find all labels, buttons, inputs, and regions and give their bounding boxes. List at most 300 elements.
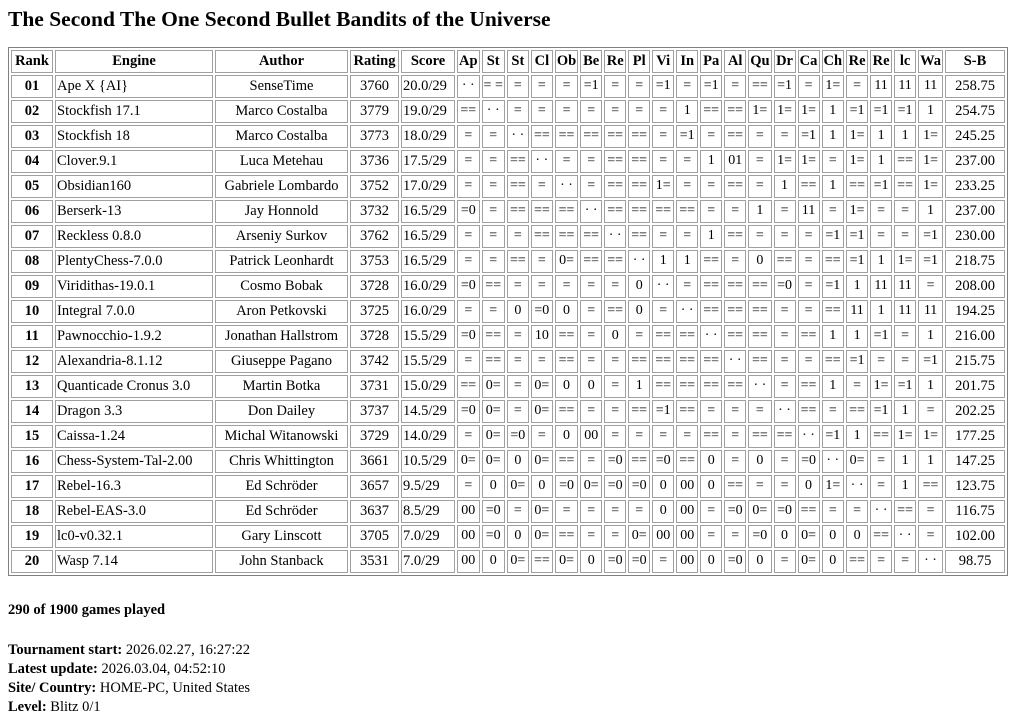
rating-cell: 3762 [350, 225, 399, 248]
table-row [11, 525, 1005, 548]
result-cell: 11 [918, 75, 943, 98]
table-row [11, 75, 1005, 98]
result-cell: == [724, 325, 746, 348]
header-opponent: Vi [652, 50, 674, 73]
result-cell: 11 [870, 275, 892, 298]
result-cell: = [676, 225, 698, 248]
result-cell: = [774, 325, 796, 348]
result-cell: 00 [580, 425, 602, 448]
result-cell: 0= [798, 550, 820, 573]
result-cell: · · [457, 75, 480, 98]
rank-cell: 11 [11, 325, 53, 348]
result-cell: = [531, 350, 553, 373]
result-cell: =1 [822, 425, 845, 448]
result-cell: 1 [652, 250, 674, 273]
result-cell: == [555, 325, 578, 348]
author-cell: Gary Linscott [215, 525, 348, 548]
result-cell: = [798, 225, 820, 248]
result-cell: = [531, 275, 553, 298]
result-cell: = [628, 425, 650, 448]
result-cell: = [724, 75, 746, 98]
result-cell: =0 [774, 275, 796, 298]
result-cell: = [676, 150, 698, 173]
rating-cell: 3760 [350, 75, 399, 98]
result-cell: = [628, 75, 650, 98]
result-cell: 0= [748, 500, 771, 523]
result-cell: = [507, 400, 529, 423]
result-cell: == [457, 375, 480, 398]
result-cell: = [918, 525, 943, 548]
result-cell: = [580, 325, 602, 348]
result-cell: = [580, 275, 602, 298]
rank-cell: 12 [11, 350, 53, 373]
result-cell: = = [482, 75, 505, 98]
author-cell: Jonathan Hallstrom [215, 325, 348, 348]
result-cell: 1= [652, 175, 674, 198]
rank-cell: 20 [11, 550, 53, 573]
result-cell: == [724, 225, 746, 248]
result-cell: = [457, 225, 480, 248]
result-cell: 1 [846, 275, 868, 298]
engine-cell: Rebel-16.3 [55, 475, 213, 498]
sb-cell: 245.25 [945, 125, 1005, 148]
result-cell: == [822, 350, 845, 373]
result-cell: = [507, 350, 529, 373]
result-cell: =0 [628, 475, 650, 498]
result-cell: 0= [531, 400, 553, 423]
result-cell: == [724, 100, 746, 123]
result-cell: = [918, 275, 943, 298]
result-cell: = [507, 500, 529, 523]
result-cell: 0= [555, 550, 578, 573]
result-cell: == [628, 400, 650, 423]
result-cell: =1 [894, 375, 916, 398]
engine-cell: Caissa-1.24 [55, 425, 213, 448]
result-cell: = [531, 250, 553, 273]
header-engine: Engine [55, 50, 213, 73]
header-opponent: Ch [822, 50, 845, 73]
result-cell: = [798, 275, 820, 298]
result-cell: · · [724, 350, 746, 373]
result-cell: == [482, 350, 505, 373]
author-cell: Jay Honnold [215, 200, 348, 223]
result-cell: = [604, 275, 626, 298]
result-cell: = [748, 175, 771, 198]
rating-cell: 3657 [350, 475, 399, 498]
rank-cell: 09 [11, 275, 53, 298]
result-cell: 10 [531, 325, 553, 348]
result-cell: == [774, 250, 796, 273]
result-cell: = [652, 300, 674, 323]
result-cell: 1= [822, 75, 845, 98]
result-cell: = [822, 200, 845, 223]
rating-cell: 3705 [350, 525, 399, 548]
result-cell: = [555, 150, 578, 173]
result-cell: =0 [652, 450, 674, 473]
result-cell: 0 [555, 375, 578, 398]
site-country-value: HOME-PC, United States [99, 680, 251, 696]
result-cell: = [700, 200, 722, 223]
result-cell: =0 [774, 500, 796, 523]
result-cell: == [748, 325, 771, 348]
result-cell: = [700, 125, 722, 148]
table-row [11, 275, 1005, 298]
result-cell: 11 [894, 275, 916, 298]
result-cell: 1 [846, 325, 868, 348]
result-cell: == [628, 125, 650, 148]
result-cell: 1= [918, 175, 943, 198]
result-cell: == [507, 200, 529, 223]
rank-cell: 19 [11, 525, 53, 548]
result-cell: =1 [870, 325, 892, 348]
engine-cell: Ape X {AI} [55, 75, 213, 98]
result-cell: == [798, 400, 820, 423]
result-cell: 1 [628, 375, 650, 398]
result-cell: 0 [748, 550, 771, 573]
result-cell: == [555, 350, 578, 373]
result-cell: 0 [482, 475, 505, 498]
result-cell: =1 [774, 75, 796, 98]
result-cell: 01 [724, 150, 746, 173]
result-cell: 1 [846, 425, 868, 448]
level-value: Blitz 0/1 [50, 699, 101, 715]
result-cell: = [580, 100, 602, 123]
result-cell: 0 [628, 300, 650, 323]
result-cell: == [531, 200, 553, 223]
rating-cell: 3731 [350, 375, 399, 398]
result-cell: = [507, 100, 529, 123]
result-cell: = [482, 125, 505, 148]
result-cell: = [700, 400, 722, 423]
result-cell: == [676, 400, 698, 423]
sb-cell: 237.00 [945, 200, 1005, 223]
page-title: The Second The One Second Bullet Bandits of the Universe [8, 7, 551, 31]
result-cell: 1= [894, 250, 916, 273]
sb-cell: 177.25 [945, 425, 1005, 448]
result-cell: 1 [870, 250, 892, 273]
sb-cell: 254.75 [945, 100, 1005, 123]
result-cell: = [894, 325, 916, 348]
sb-cell: 237.00 [945, 150, 1005, 173]
result-cell: · · [604, 225, 626, 248]
rank-cell: 10 [11, 300, 53, 323]
result-cell: = [652, 425, 674, 448]
result-cell: 0 [798, 475, 820, 498]
result-cell: =0 [724, 500, 746, 523]
rank-cell: 01 [11, 75, 53, 98]
result-cell: 0= [482, 375, 505, 398]
result-cell: == [894, 500, 916, 523]
header-opponent: Al [724, 50, 746, 73]
result-cell: 0 [482, 550, 505, 573]
result-cell: = [676, 175, 698, 198]
result-cell: = [748, 400, 771, 423]
result-cell: == [894, 150, 916, 173]
result-cell: = [507, 225, 529, 248]
result-cell: = [774, 350, 796, 373]
result-cell: = [507, 275, 529, 298]
table-row [11, 175, 1005, 198]
result-cell: =1 [846, 250, 868, 273]
result-cell: == [724, 300, 746, 323]
author-cell: Gabriele Lombardo [215, 175, 348, 198]
result-cell: = [555, 100, 578, 123]
result-cell: = [724, 200, 746, 223]
rank-cell: 02 [11, 100, 53, 123]
result-cell: == [700, 425, 722, 448]
result-cell: = [457, 475, 480, 498]
table-row [11, 250, 1005, 273]
engine-cell: Integral 7.0.0 [55, 300, 213, 323]
result-cell: 0= [531, 500, 553, 523]
result-cell: 1 [918, 375, 943, 398]
result-cell: 11 [798, 200, 820, 223]
result-cell: == [555, 200, 578, 223]
result-cell: =0 [457, 275, 480, 298]
result-cell: = [700, 500, 722, 523]
result-cell: == [580, 225, 602, 248]
result-cell: 0 [774, 525, 796, 548]
header-sb: S-B [945, 50, 1005, 73]
result-cell: == [846, 550, 868, 573]
result-cell: =1 [652, 400, 674, 423]
engine-cell: Rebel-EAS-3.0 [55, 500, 213, 523]
result-cell: = [724, 450, 746, 473]
result-cell: · · [676, 300, 698, 323]
result-cell: 1 [822, 125, 845, 148]
result-cell: 1= [846, 125, 868, 148]
header-opponent: Dr [774, 50, 796, 73]
result-cell: = [457, 350, 480, 373]
result-cell: 1 [676, 250, 698, 273]
result-cell: = [724, 525, 746, 548]
result-cell: = [580, 450, 602, 473]
result-cell: == [652, 325, 674, 348]
result-cell: = [676, 75, 698, 98]
result-cell: == [531, 225, 553, 248]
result-cell: 11 [894, 75, 916, 98]
sb-cell: 258.75 [945, 75, 1005, 98]
table-row [11, 300, 1005, 323]
result-cell: == [676, 450, 698, 473]
result-cell: == [918, 475, 943, 498]
author-cell: SenseTime [215, 75, 348, 98]
header-opponent: Wa [918, 50, 943, 73]
result-cell: 0= [482, 425, 505, 448]
result-cell: == [604, 250, 626, 273]
result-cell: 1 [822, 175, 845, 198]
result-cell: == [870, 425, 892, 448]
author-cell: Marco Costalba [215, 125, 348, 148]
result-cell: 0 [846, 525, 868, 548]
result-cell: == [628, 450, 650, 473]
result-cell: == [846, 175, 868, 198]
table-row [11, 475, 1005, 498]
result-cell: = [822, 500, 845, 523]
result-cell: == [652, 200, 674, 223]
result-cell: = [870, 475, 892, 498]
result-cell: 1 [870, 125, 892, 148]
rank-cell: 03 [11, 125, 53, 148]
result-cell: = [604, 500, 626, 523]
result-cell: == [652, 350, 674, 373]
result-cell: = [482, 150, 505, 173]
result-cell: 0 [700, 550, 722, 573]
header-author: Author [215, 50, 348, 73]
result-cell: = [531, 100, 553, 123]
result-cell: · · [822, 450, 845, 473]
header-opponent: Re [846, 50, 868, 73]
header-rating: Rating [350, 50, 399, 73]
table-body [11, 75, 1005, 573]
site-country-label: Site/ Country: [8, 680, 97, 696]
result-cell: · · [628, 250, 650, 273]
engine-cell: Pawnocchio-1.9.2 [55, 325, 213, 348]
tournament-start-label: Tournament start: [8, 642, 123, 658]
result-cell: == [724, 125, 746, 148]
score-cell: 15.5/29 [401, 350, 455, 373]
result-cell: 1= [894, 425, 916, 448]
result-cell: · · [507, 125, 529, 148]
result-cell: == [555, 400, 578, 423]
result-cell: · · [555, 175, 578, 198]
result-cell: = [555, 500, 578, 523]
result-cell: = [580, 500, 602, 523]
score-cell: 10.5/29 [401, 450, 455, 473]
author-cell: Chris Whittington [215, 450, 348, 473]
result-cell: == [531, 550, 553, 573]
result-cell: =1 [822, 275, 845, 298]
rating-cell: 3729 [350, 425, 399, 448]
rating-cell: 3779 [350, 100, 399, 123]
engine-cell: Viridithas-19.0.1 [55, 275, 213, 298]
result-cell: == [700, 275, 722, 298]
result-cell: = [482, 175, 505, 198]
result-cell: = [555, 275, 578, 298]
rank-cell: 13 [11, 375, 53, 398]
result-cell: = [555, 75, 578, 98]
result-cell: 1= [822, 475, 845, 498]
score-cell: 16.5/29 [401, 250, 455, 273]
engine-cell: Berserk-13 [55, 200, 213, 223]
result-cell: 0 [507, 525, 529, 548]
games-played: 290 of 1900 games played [8, 602, 166, 618]
engine-cell: Wasp 7.14 [55, 550, 213, 573]
result-cell: == [628, 150, 650, 173]
result-cell: 0= [628, 525, 650, 548]
result-cell: = [748, 150, 771, 173]
result-cell: = [652, 100, 674, 123]
sb-cell: 102.00 [945, 525, 1005, 548]
result-cell: · · [531, 150, 553, 173]
header-opponent: Pl [628, 50, 650, 73]
result-cell: == [798, 175, 820, 198]
result-cell: 0 [628, 275, 650, 298]
result-cell: =1 [676, 125, 698, 148]
result-cell: =0 [724, 550, 746, 573]
result-cell: 00 [676, 550, 698, 573]
result-cell: = [482, 225, 505, 248]
result-cell: == [724, 175, 746, 198]
result-cell: =0 [604, 475, 626, 498]
result-cell: 11 [870, 75, 892, 98]
result-cell: =0 [457, 200, 480, 223]
table-row [11, 200, 1005, 223]
result-cell: = [580, 300, 602, 323]
result-cell: == [676, 350, 698, 373]
result-cell: == [870, 525, 892, 548]
result-cell: = [774, 225, 796, 248]
result-cell: == [798, 375, 820, 398]
engine-cell: Reckless 0.8.0 [55, 225, 213, 248]
score-cell: 14.0/29 [401, 425, 455, 448]
result-cell: 1= [918, 150, 943, 173]
result-cell: 0= [507, 550, 529, 573]
score-cell: 8.5/29 [401, 500, 455, 523]
result-cell: == [507, 250, 529, 273]
result-cell: = [580, 350, 602, 373]
rank-cell: 04 [11, 150, 53, 173]
header-opponent: Cl [531, 50, 553, 73]
score-cell: 14.5/29 [401, 400, 455, 423]
sb-cell: 215.75 [945, 350, 1005, 373]
result-cell: = [457, 425, 480, 448]
header-opponent: Ca [798, 50, 820, 73]
header-opponent: Ap [457, 50, 480, 73]
engine-cell: Obsidian160 [55, 175, 213, 198]
header-opponent: Be [580, 50, 602, 73]
table-row [11, 100, 1005, 123]
result-cell: == [700, 350, 722, 373]
score-cell: 7.0/29 [401, 550, 455, 573]
rating-cell: 3773 [350, 125, 399, 148]
crosstable [8, 47, 1008, 576]
result-cell: 11 [894, 300, 916, 323]
header-opponent: Pa [700, 50, 722, 73]
result-cell: =1 [798, 125, 820, 148]
result-cell: = [700, 525, 722, 548]
result-cell: = [531, 175, 553, 198]
result-cell: 00 [676, 500, 698, 523]
result-cell: 0 [652, 500, 674, 523]
result-cell: == [580, 125, 602, 148]
result-cell: = [822, 400, 845, 423]
result-cell: = [580, 400, 602, 423]
level-line [8, 698, 1016, 717]
result-cell: == [604, 150, 626, 173]
result-cell: 00 [676, 525, 698, 548]
result-cell: = [531, 425, 553, 448]
result-cell: = [870, 450, 892, 473]
result-cell: = [604, 100, 626, 123]
result-cell: 0 [748, 450, 771, 473]
result-cell: == [700, 375, 722, 398]
result-cell: = [652, 550, 674, 573]
result-cell: = [798, 250, 820, 273]
result-cell: 00 [652, 525, 674, 548]
result-cell: = [580, 150, 602, 173]
result-cell: == [700, 250, 722, 273]
latest-update-value: 2026.03.04, 04:52:10 [101, 661, 226, 677]
result-cell: == [604, 300, 626, 323]
result-cell: =1 [918, 350, 943, 373]
score-cell: 20.0/29 [401, 75, 455, 98]
result-cell: = [870, 225, 892, 248]
sb-cell: 194.25 [945, 300, 1005, 323]
author-cell: Aron Petkovski [215, 300, 348, 323]
table-row [11, 550, 1005, 573]
author-cell: Ed Schröder [215, 475, 348, 498]
